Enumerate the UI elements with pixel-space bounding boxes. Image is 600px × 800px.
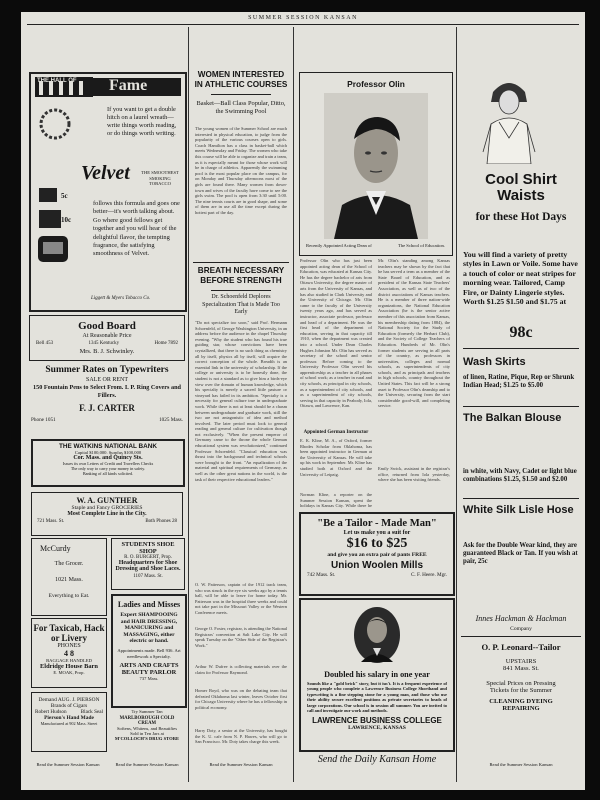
tailor-address: 742 Mass. St. — [307, 572, 336, 578]
velvet-tagline: THE SMOOTHEST SMOKING TOBACCO — [141, 170, 179, 187]
shoe-shop-line1: Headquarters for Shoe — [118, 560, 178, 566]
marlborough-line4: M'COLLOCH'S DRUG STORE — [114, 736, 180, 741]
col1b-footer: Read the Summer Session Kansan — [115, 762, 179, 767]
bank-location: Cor. Mass. and Quincy Sts. — [73, 455, 143, 461]
mccurdy-name: McCurdy — [40, 544, 71, 553]
gunther-ad — [31, 492, 183, 536]
mccurdy-address: 1021 Mass. — [55, 577, 83, 583]
taxicab-company: Eldridge House Barn — [40, 663, 98, 670]
taxicab-address: E. MOAK, Prop. — [53, 670, 85, 675]
gunther-line2: Most Complete Line in the City. — [67, 511, 147, 517]
olin-header: Professor Olin — [347, 79, 405, 89]
article-rule — [193, 262, 289, 263]
german-instructor-body: E. K. Kline, M. A., of Oxford, former Rhodes Scholar from Oklahoma, has been appointed instructor in German at the University of Kansas. He will take up his work in September. Mr. Kline has studied both at Oxford and the University of Leipzig. — [300, 438, 372, 477]
breath-note2: George O. Foster, registrar, is attending the National Registrars' convention at Salt Lake City. He will speak Tuesday on the "Other Side of the Registrar's Work." — [195, 626, 287, 648]
marlborough-promo: Try Summer Tan — [131, 709, 163, 714]
innes-signature: Innes Hackman & Hackman — [475, 614, 567, 623]
tailor-company: Union Woolen Mills — [330, 560, 424, 571]
tailor-manager: C. F. Heere. Mgr. — [410, 572, 447, 578]
women-athletic-subhead: Basket—Ball Class Popular, Ditto, the Swimming Pool — [196, 100, 286, 115]
hall-of-fame-header — [31, 74, 185, 98]
lady-illustration — [479, 72, 539, 164]
balkan-blouse-headline: The Balkan Blouse — [463, 412, 562, 424]
ladies-address: 737 Mass. — [139, 676, 159, 682]
olin-column2: Mr. Olin's standing among Kansas teachers may be shown by the fact that he has served a term as a member of the State Board of Education, and as president of the Kansas State Teachers' Association, as well as of two of the district associations of Kansas teachers. He is a member of three nation-wide organizations, the National Education Association (he is the senior active member of this association from Kansas, his membership dating from 1884), the National Society for the Study of Education (formerly the Herbart Club), and the Society of College Teachers of Education. Hundreds of Mr. Olin's former students are serving in all parts of the country, as professors in universities, colleges and normal schools, as superintendents of city schools, and as principals and teachers in high schools, country throughout the United States. This fact will be a strong asset to Professor Olin's deanship and to the University, securing from the start considerable good-will, and completing service. — [378, 258, 450, 409]
section-rule — [463, 348, 579, 349]
shoe-shop-owner: R. O. BURGERT, Prop. — [124, 555, 172, 560]
good-board-address: 1345 Kentucky — [88, 341, 120, 346]
olin-portrait-photo — [324, 93, 428, 239]
taxicab-baggage: BAGGAGE HANDLED — [46, 658, 92, 663]
good-board-home: Home 7892 — [154, 341, 178, 346]
section-rule — [463, 406, 579, 407]
masthead: SUMMER SESSION KANSAN — [248, 15, 358, 21]
watkins-bank-ad — [31, 439, 185, 487]
good-board-contact — [30, 341, 184, 346]
column-rule — [188, 27, 189, 782]
tobacco-tins-illustration — [35, 186, 75, 266]
shoe-shop-address: 1107 Mass. St. — [133, 574, 163, 579]
typewriters-name: F. J. CARTER — [79, 403, 135, 413]
women-athletic-body: The young women of the Summer School are much interested in physical education, to judge from the popularity of the various courses open to girls. Coach Hamilton has a class in basket-ball which meets Wednesday and Friday. The women who take this course will be able to organize and train a team, as it is especially meant for those whose work will be in charge of athletics. Apparently the swimming pool is the most popular place on the campus, for on Monday and Thursday afternoons most of the girls are found there. Many women from down-town and wives of the faculty have come to see the girls swim. The pool is open from 3:30 until 5:00. The nine tennis courts are in good shape, and some of them are in use all the time except during the hottest part of the day. — [195, 126, 287, 215]
olin-caption-right: The School of Education. — [398, 243, 445, 248]
taxicab-phones: PHONES — [57, 643, 81, 649]
typewriters-street: 1025 Mass. — [159, 417, 183, 423]
breath-note4: Homer Boyd, who was on the debating team that defeated Oklahoma last winter, leaves October first for Chicago University where he has a fellowship in political economy. — [195, 688, 287, 710]
business-college-ad — [299, 598, 455, 752]
section-rule — [461, 636, 581, 637]
leonard-line2: Tickets for the Summer — [489, 687, 553, 694]
marlborough-line3: Sold in Ten Jars at — [130, 731, 164, 736]
shoe-shop-ad — [111, 538, 185, 590]
col4-footer: Read the Summer Session Kansan — [489, 762, 553, 767]
bank-line3: Banking of all kinds solicited. — [82, 471, 134, 476]
taxicab-ad — [31, 618, 107, 688]
leonard-tailor-ad — [461, 642, 581, 712]
leonard-line3: CLEANING DYEING — [489, 698, 553, 705]
breath-note1: O. W. Patterson, captain of the 1912 track team, who was struck in the eye six weeks ago by a tennis ball, will be able to leave for home today. Mr. Patterson was in the hospital three weeks and could not take part in the Missouri Valley or the Western Conference meets. — [195, 582, 287, 615]
leonard-address: 841 Mass. St. — [503, 665, 539, 672]
marlborough-line2: Softens, Whitens, and Beautifies — [116, 726, 177, 731]
bank-capital: Capital $100,000. Surplus $100,000 — [74, 450, 142, 455]
breath-body: "Do not specialize too soon," said Prof. Hermann Schoenfeld, of George Washington University, in an address before the audience in the chapel Thursday evening. "Why the student who has found his true guiding star, whose convictions have been crystallized, that there is no such thing as chemistry all by itself, physics all by itself, will acquire the correct conception of the whole. Breadth is an essential link in the university of scholarship. If the college or university is to be honestly done, the student is not a standard as to give him a birds-eye view over the domain of human knowledge, which his specialty is merely a sacred little pasture or vineyard has failed in its ambition. "Specialty is a necessity for general culture true in undergraduate work. While there is not at least should be a chasm between undergraduate and graduate work, still the two are not antagonistic of idea and method involved. The later period must look to general reading and general culture for cultivation though not exclusively. "When the present emperor of Germany came to the throne the whole German educational system was revolutionized," continued Professor Schoenfeld. "Classical education was thrust into the background and technical schools were brought to the front. "An equalization of the material and spiritual requirements of Germany, as well as the other great nations in the world, is the task of their respective educational leaders." — [195, 320, 287, 482]
leonard-location: UPSTAIRS — [505, 658, 537, 665]
lisle-hose-headline: White Silk Lisle Hose — [463, 504, 574, 516]
liggett-signature: Liggett & Myers Tobacco Co. — [91, 296, 151, 301]
typewriters-details: 150 Fountain Pens to Select From. I. P. Ring Covers and Fillers. — [33, 384, 181, 399]
marlborough-ad — [111, 709, 183, 741]
ladies-beauty-ad — [111, 594, 187, 708]
wash-skirts-headline: Wash Skirts — [463, 356, 526, 368]
hall-of-fame-ad — [29, 72, 187, 312]
wash-skirts-body: of linen, Ratine, Pique, Rep or Shrunk Indian Head; $1.25 to $5.00 — [463, 374, 575, 389]
college-city: LAWRENCE, KANSAS — [348, 725, 406, 732]
headline-rule — [211, 94, 271, 95]
pierson-cigars-ad — [31, 692, 107, 752]
col2-footer: Read the Summer Session Kansan — [209, 762, 273, 767]
col1-footer: Read the Summer Session Kansan — [36, 762, 100, 767]
tailor-headline: "Be a Tailor - Made Man" — [317, 518, 437, 529]
innes-company: Company — [510, 626, 532, 632]
gunther-line1: Staple and Fancy GROCERIES — [71, 505, 143, 511]
wreath-illustration — [35, 104, 75, 144]
olin-caption-left: Recently Appointed Acting Dean of — [306, 243, 372, 248]
tailor-line2: and give you an extra pair of pants FREE — [327, 552, 427, 558]
women-athletic-headline: WOMEN INTERESTED IN ATHLETIC COURSES — [194, 70, 288, 89]
college-name: LAWRENCE BUSINESS COLLEGE — [312, 716, 442, 726]
german-instructor-head: Appointed German Instructor — [303, 430, 369, 435]
tailor-contact — [301, 572, 453, 578]
breath-note3: Arthur W. Dufree is collecting materials over the claim for Professor Raymond. — [195, 664, 287, 675]
pierson-line2: Brands of Cigars — [50, 703, 88, 709]
hall-of-fame-paragraph2: follows this formula and goes one better—it's worth talking about. Go where good fellows get together and you will hear of the delightful flavor, the tempting fragrance, the satisfying smoothness of Velvet. — [93, 200, 180, 258]
norman-kline-note: Norman Kline, a reporter on the Summer Session Kansan, spent the holidays in Kansas City. While there he — [300, 492, 372, 509]
emily-swick-note: Emily Swick, assistant in the registrar's office, returned from Iola yesterday, where she has been visiting friends. — [378, 466, 450, 483]
breath-note5: Harry Doty, a senior at the University, has bought the K. U. cafe from N. P. Hawes, who will go to San Francisco. Mr. Doty takes charge this week. — [195, 728, 287, 745]
tailor-price: $16 to $25 — [346, 536, 408, 551]
typewriters-phone: Phone 1051 — [31, 417, 56, 423]
shirt-waists-headline1: Cool Shirt — [485, 171, 557, 188]
good-board-bell: Bell 453 — [36, 341, 54, 346]
marlborough-line1: MARLBOROUGH COLD CREAM — [119, 716, 175, 726]
hall-of-fame-paragraph1: If you want to get a double hitch on a laurel wreath—write things worth reading, or do things worth writing. — [107, 106, 177, 137]
olin-portrait-box — [299, 72, 453, 256]
taxicab-title: For Taxicab, Hack or Livery — [33, 623, 105, 643]
headline-rule — [211, 290, 271, 291]
ladies-line4: BEAUTY PARLOR — [121, 669, 177, 677]
ladies-line3: ARTS AND CRAFTS — [119, 662, 179, 670]
gunther-phones: Both Phones 28 — [145, 519, 177, 524]
price-10c: 10c — [61, 216, 72, 224]
breath-subhead: Dr. Schoenfeld Deplores Specialization That is Made Too Early — [202, 294, 280, 316]
leonard-line4: REPAIRING — [502, 705, 540, 712]
velvet-brand: Velvet — [81, 162, 130, 184]
typewriters-title: Summer Rates on Typewriters — [45, 365, 169, 375]
taxicab-number: 4 8 — [64, 649, 74, 658]
pierson-line4: Pierson's Hand Made — [44, 715, 94, 721]
good-board-title: Good Board — [78, 320, 136, 332]
mccurdy-line1: The Grocer. — [54, 561, 84, 567]
shoe-shop-title: STUDENTS SHOE SHOP — [121, 541, 175, 555]
good-board-subtitle: At Reasonable Price — [82, 333, 132, 339]
send-daily-kansan: Send the Daily Kansan Home — [317, 754, 437, 765]
leonard-line1: Special Prices on Pressing — [486, 680, 556, 687]
tailor-line1: Let us make you a suit for — [343, 530, 411, 536]
college-portrait — [353, 606, 401, 664]
hall-of-fame-title-left: THE HALL OF — [37, 78, 77, 84]
pierson-line5: Manufactured at 902 Mass. Street — [40, 721, 98, 726]
typewriters-ad — [31, 365, 183, 431]
shirt-waists-body: You will find a variety of pretty styles in Lawn or Voile. Some have a touch of color or neat stripes for morning wear. Tailored, Camp Fire, or Dainty Lingerie styles. Worth $1.25 $1.50 and $1.75 at — [463, 250, 578, 307]
typewriters-contact — [31, 417, 183, 423]
pierson-line3-left: Robert Hudson — [35, 709, 67, 715]
tailor-ad — [299, 512, 455, 596]
leonard-title: O. P. Leonard--Tailor — [481, 642, 561, 652]
good-board-owner: Mrs. B. J. Schwinley. — [79, 348, 135, 355]
newspaper-page — [21, 12, 585, 790]
bank-title: THE WATKINS NATIONAL BANK — [59, 443, 157, 450]
header-rule — [27, 24, 579, 25]
shirt-waists-headline2: Waists — [497, 187, 545, 204]
lisle-hose-body: Ask for the Double Wear kind, they are guaranteed Black or Tan. If you wish at pair, 25c — [463, 542, 578, 565]
good-board-ad — [29, 315, 185, 361]
mccurdy-ad — [31, 538, 107, 616]
section-rule — [463, 498, 579, 499]
hall-of-fame-title-right: Fame — [109, 77, 148, 94]
college-headline: Doubled his salary in one year — [324, 670, 430, 679]
shoe-shop-line2: Dressing and Shoe Laces. — [115, 566, 181, 572]
gunther-name: W. A. GUNTHER — [76, 496, 138, 505]
price-5c: 5c — [61, 192, 68, 200]
shirt-waists-headline3: for these Hot Days — [475, 211, 567, 223]
olin-column1: Professor Olin who has just been appointed acting dean of the School of Education, was educated at Kansas City. He has the degree bachelor of arts from Ottawa University, the degree master of arts from the University of Kansas, and has also studied in Clark University and the University of Chicago. Mr. Olin came to the faculty of the University twenty years ago, and has served as instructor, associate professor, professor and head of a department. He was the first head of the department of education, serving in that capacity till 1910, when the department was created into a school. Under Dean Charles Hughes Johnston Mr. Olin has served as secretary of the school and senior professor. Before coming to the University Professor Olin served his apprenticeship as a teacher in all phases of school work; as a teacher in rural and city schools, as principal in city schools, as a superintendent of city schools, and as a superintendent of city schools, serving in that capacity in Peabody, Iola, Ottawa, and Lawrence, Kan. — [300, 258, 372, 409]
mccurdy-line2: Everything to Eat. — [48, 593, 90, 599]
column-rule — [456, 27, 457, 782]
gunther-address: 721 Mass. St. — [37, 519, 65, 524]
shirt-waists-price: 98c — [509, 324, 533, 341]
pierson-line1: Demand AUG. J. PIERSON — [38, 697, 100, 703]
gunther-contact — [32, 519, 182, 524]
column-rule — [293, 27, 294, 782]
breath-headline: BREATH NECESSARY BEFORE STRENGTH — [197, 266, 285, 285]
college-body: Sounds like a "gold brick" story, but it isn't. It is a frequent experience of young people who complete a Lawrence Business College Shorthand and typewriting is a fine stepping stone for a young man, and those who use their ability secure excellent positions as private secretaries to heads of large corporations. Our school is in session all summer. You are invited to call and investigate our work and methods. — [307, 681, 447, 714]
pierson-line3-right: Black Seal — [80, 709, 103, 715]
ladies-line1: Expert SHAMPOOING and HAIR DRESSING, MANICURING and MASSAGING, either electric or hand. — [120, 612, 178, 645]
bank-line1: Issues its own Letters of Credit and Travellers Checks — [62, 461, 154, 466]
balkan-blouse-body: in white, with Navy, Cadet or light blue combinations $1.25, $1.50 and $2.00 — [463, 468, 577, 483]
ladies-line2: Appointments made. Bell 936. Art needlework a Specialty. — [117, 647, 181, 659]
typewriters-subtitle: SALE OR RENT — [86, 377, 128, 383]
ladies-title: Ladies and Misses — [117, 600, 181, 609]
bank-line2: The only way to carry your money in safety. — [70, 466, 146, 471]
